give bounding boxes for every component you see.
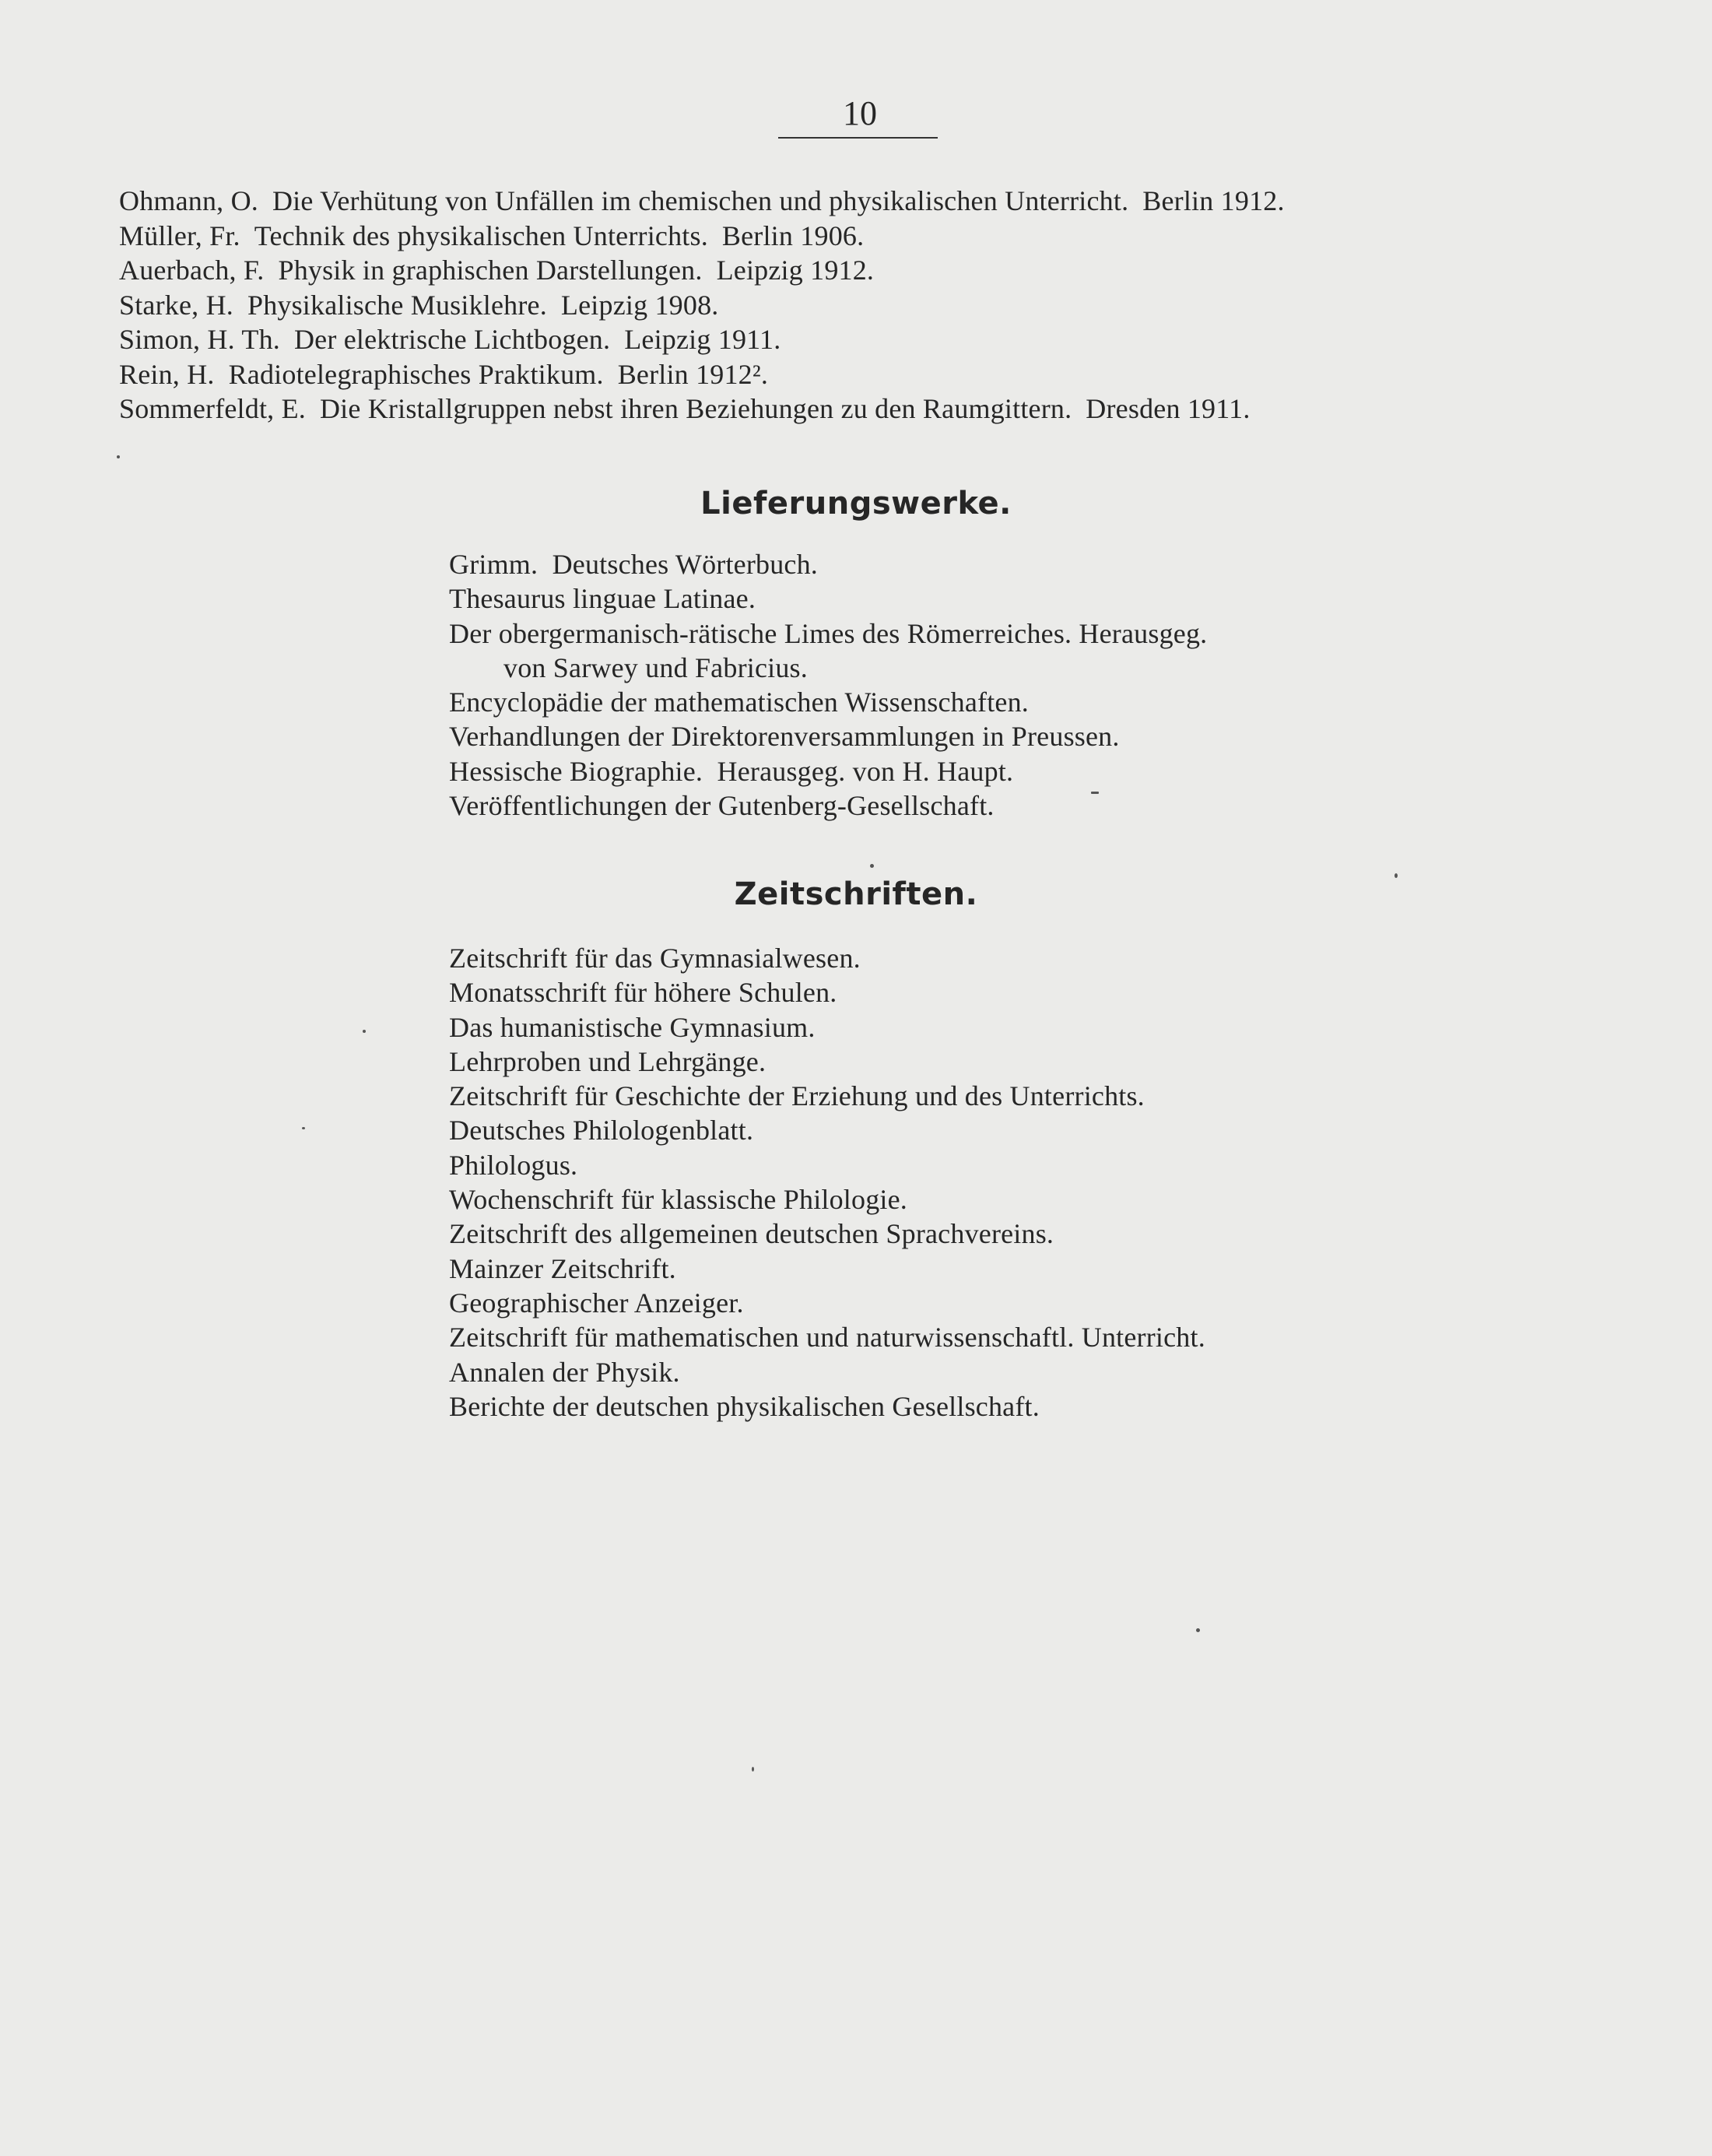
list-item: Berichte der deutschen physikalischen Gesellschaft. — [449, 1390, 1040, 1422]
list-item: Wochenschrift für klassische Philologie. — [449, 1184, 907, 1216]
list-item: Zeitschrift für das Gymnasialwesen. — [449, 943, 861, 974]
list-item: Philologus. — [449, 1149, 578, 1181]
list-item: Zeitschrift des allgemeinen deutschen Sprachvereins. — [449, 1218, 1054, 1250]
entry-author: Rein, H. — [119, 358, 215, 390]
list-item: Encyclopädie der mathematischen Wissenschaften. — [449, 686, 1030, 718]
bibliography-entry — [119, 322, 1598, 357]
scan-speck — [870, 864, 874, 868]
entry-author: Auerbach, F. — [119, 255, 265, 286]
entry-title: Physikalische Musiklehre. — [247, 289, 547, 321]
entry-place-year: Berlin 1912. — [1142, 185, 1285, 216]
list-item-continuation: von Sarwey und Fabricius. — [503, 651, 808, 683]
list-item: Deutsches Philologenblatt. — [449, 1115, 754, 1146]
list-item: Grimm. Deutsches Wörterbuch. — [449, 549, 819, 580]
entry-author: Sommerfeldt, E. — [119, 393, 306, 424]
list-item: Zeitschrift für Geschichte der Erziehung und des Unterrichts. — [449, 1080, 1145, 1112]
page-number: 10 — [843, 94, 877, 132]
entry-place-year: Leipzig 1911. — [624, 324, 781, 355]
scan-speck — [363, 1030, 366, 1033]
list-item: Der obergermanisch-rätische Limes des Römerreiches. Herausgeg. — [449, 617, 1208, 649]
section-heading-lieferungswerke: Lieferungswerke. — [700, 486, 1012, 521]
entry-author: Simon, H. Th. — [119, 324, 280, 355]
section-heading-zeitschriften: Zeitschriften. — [734, 876, 978, 912]
list-item: Thesaurus linguae Latinae. — [449, 583, 756, 615]
entry-place-year: Berlin 1906. — [721, 219, 865, 251]
entry-title: Physik in graphischen Darstellungen. — [278, 255, 703, 286]
entry-place-year: Leipzig 1912. — [716, 255, 875, 286]
page-number-rule — [778, 137, 938, 139]
entry-title: Radiotelegraphisches Praktikum. — [228, 358, 604, 390]
entry-place-year: Dresden 1911. — [1086, 393, 1251, 424]
entry-title: Der elektrische Lichtbogen. — [293, 324, 611, 355]
bibliography-entry — [119, 219, 1598, 254]
scan-speck — [752, 1767, 754, 1772]
list-item: Mainzer Zeitschrift. — [449, 1252, 676, 1284]
entry-author: Müller, Fr. — [119, 219, 240, 251]
entry-author: Starke, H. — [119, 289, 233, 321]
list-item: Hessische Biographie. Herausgeg. von H. Haupt. — [449, 755, 1014, 787]
list-item: Monatsschrift für höhere Schulen. — [449, 977, 837, 1009]
list-item: Zeitschrift für mathematischen und naturwissenschaftl. Unterricht. — [449, 1322, 1205, 1354]
entry-title: Die Verhütung von Unfällen im chemischen und physikalischen Unterricht. — [272, 185, 1129, 216]
list-item: Geographischer Anzeiger. — [449, 1287, 744, 1319]
lieferungswerke-list — [449, 547, 1616, 823]
scan-speck — [1395, 873, 1398, 878]
entry-place-year: Leipzig 1908. — [560, 289, 719, 321]
scan-speck — [117, 455, 120, 458]
entry-place-year: Berlin 1912². — [617, 358, 769, 390]
list-item: Das humanistische Gymnasium. — [449, 1011, 816, 1043]
bibliography-entry — [119, 253, 1598, 288]
entry-title: Die Kristallgruppen nebst ihren Beziehungen zu den Raumgittern. — [319, 393, 1072, 424]
entry-author: Ohmann, O. — [119, 185, 258, 216]
zeitschriften-list — [449, 941, 1616, 1424]
entry-title: Technik des physikalischen Unterrichts. — [254, 219, 708, 251]
list-item: Lehrproben und Lehrgänge. — [449, 1045, 767, 1077]
list-item: Veröffentlichungen der Gutenberg-Gesellschaft. — [449, 790, 995, 822]
bibliography-entry — [119, 357, 1598, 392]
scan-speck — [1091, 792, 1099, 794]
bibliography-list — [119, 184, 1598, 427]
list-item: Verhandlungen der Direktorenversammlungen in Preussen. — [449, 721, 1120, 753]
bibliography-entry — [119, 288, 1598, 323]
scan-speck — [302, 1127, 305, 1129]
bibliography-entry — [119, 392, 1598, 427]
bibliography-entry — [119, 184, 1598, 219]
scan-speck — [1196, 1628, 1200, 1632]
list-item: Annalen der Physik. — [449, 1356, 680, 1388]
